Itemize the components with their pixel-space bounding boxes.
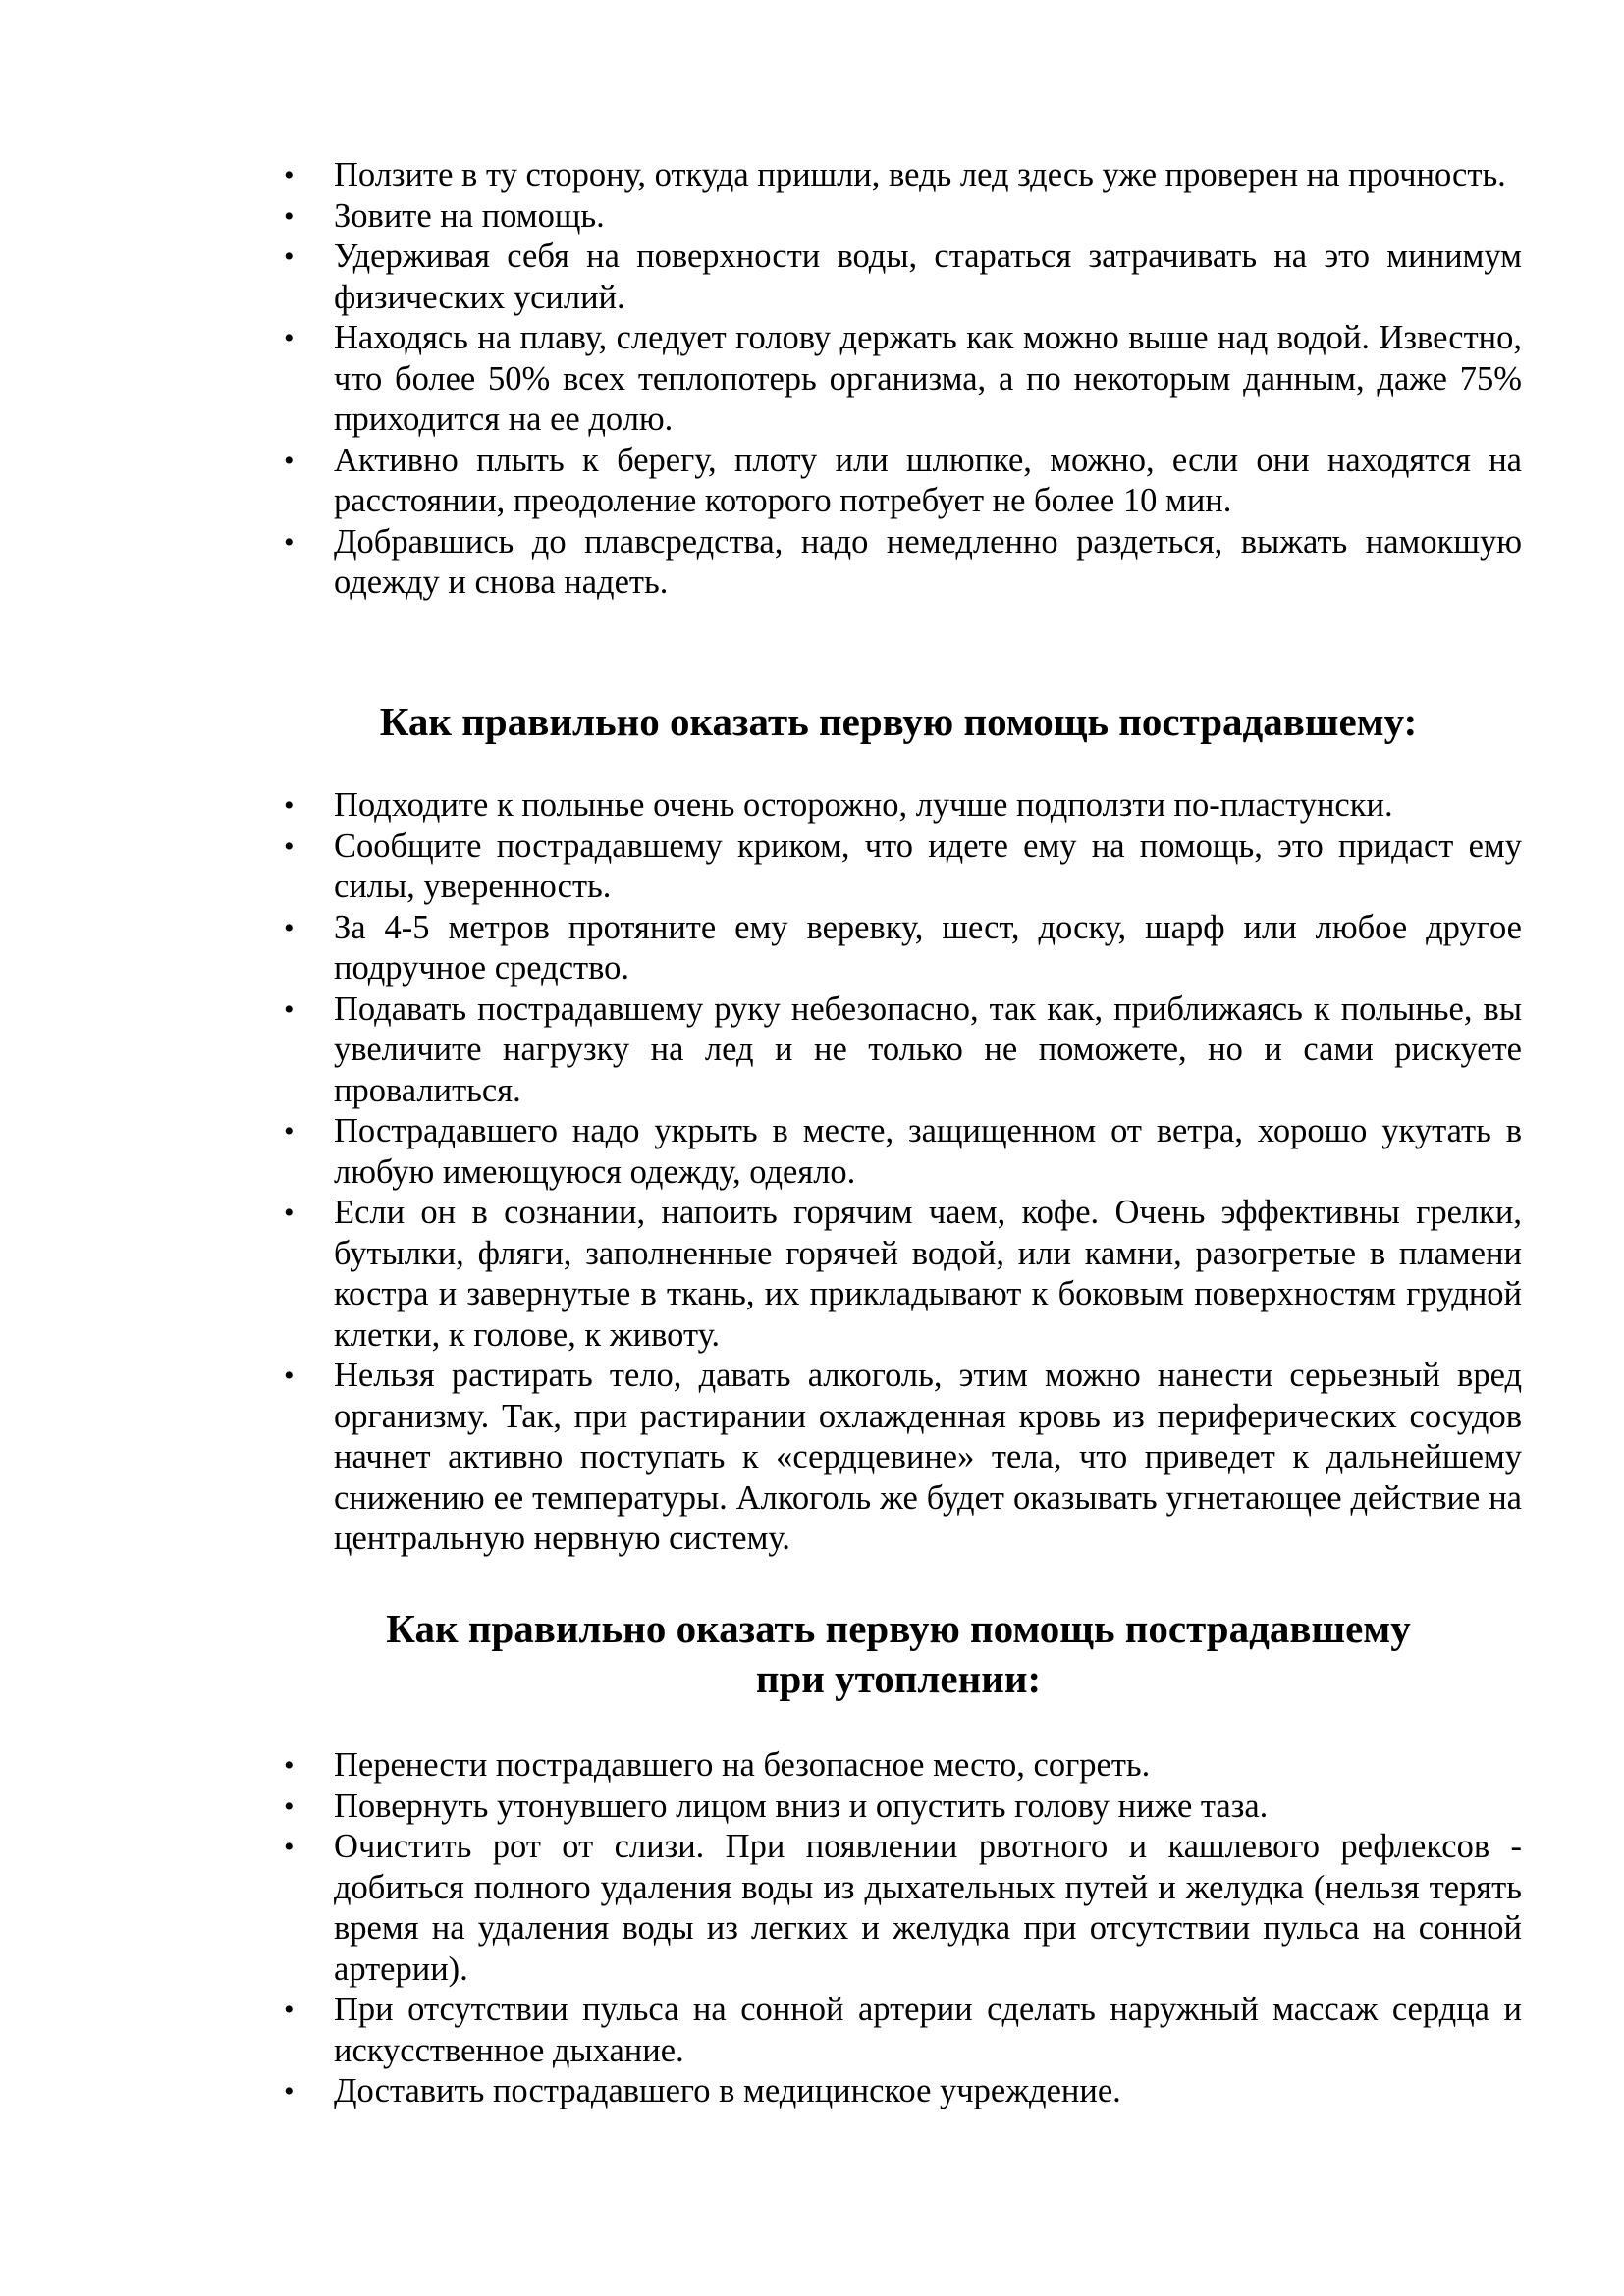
bullet-icon: • [284,159,295,191]
list-section-first-aid [275,785,1522,1560]
bullet-icon: • [284,2075,295,2108]
bullet-list [275,155,1522,604]
bullet-icon: • [284,1994,295,2026]
bullet-icon: • [284,789,295,822]
bullet-list [275,1745,1522,2112]
list-section-drowning [275,1745,1522,2112]
list-item-text: Ползите в ту сторону, откуда пришли, ведь лед здесь уже проверен на прочность. [334,156,1506,193]
bullet-icon: • [284,444,295,477]
bullet-icon: • [284,1115,295,1148]
list-item [275,1827,1522,1990]
list-item-text: Повернуть утонувшего лицом вниз и опустить голову ниже таза. [334,1787,1269,1825]
list-section-ice-escape [275,155,1522,604]
heading-line: Как правильно оказать первую помощь пострадавшему [386,1606,1411,1651]
list-item [275,522,1522,604]
section-heading-first-aid: Как правильно оказать первую помощь пострадавшему: [379,699,1418,744]
bullet-icon: • [284,322,295,354]
list-item [275,441,1522,522]
list-item [275,785,1522,827]
list-item-text: Находясь на плаву, следует голову держать как можно выше над водой. Известно, что более 50% всех теплопотерь организма, а по некоторым данным, даже 75% приходится на ее долю. [334,319,1522,438]
list-item [275,989,1522,1112]
list-item [275,1356,1522,1560]
list-item-text: Подавать пострадавшему руку небезопасно, так как, приближаясь к полынье, вы увеличите нагрузку на лед и не только не поможете, но и сами рискуете провалиться. [334,989,1522,1109]
list-item [275,155,1522,196]
bullet-icon: • [284,911,295,944]
list-item [275,1787,1522,1828]
bullet-icon: • [284,1197,295,1229]
list-item-text: Сообщите пострадавшему криком, что идете ему на помощь, это придаст ему силы, уверенность. [334,827,1522,905]
list-item [275,1990,1522,2071]
section-heading-drowning [275,1604,1522,1704]
list-item [275,237,1522,318]
bullet-icon: • [284,829,295,863]
list-item [275,1111,1522,1193]
heading-line: при утоплении: [755,1656,1042,1701]
list-item-text: Подходите к полынье очень осторожно, лучше подползти по-пластунски. [334,786,1393,824]
list-item-text: За 4-5 метров протяните ему веревку, шест, доску, шарф или любое другое подручное средство. [334,908,1522,987]
bullet-icon: • [284,992,295,1026]
bullet-icon: • [284,1360,295,1392]
list-item [275,2071,1522,2112]
list-item-text: Доставить пострадавшего в медицинское учреждение. [334,2072,1121,2109]
list-item [275,1193,1522,1356]
bullet-list [275,785,1522,1560]
list-item [275,196,1522,238]
list-item-text: Перенести пострадавшего на безопасное место, согреть. [334,1746,1151,1784]
list-item-text: Нельзя растирать тело, давать алкоголь, этим можно нанести серьезный вред организму. Так, при растирании охлажденная кровь из периферических сосудов начнет активно поступать к «сердцевине» тела, что приведет к дальнейшему снижению ее температуры. Алкоголь же будет оказывать угнетающее действие на центральную нервную систему. [334,1357,1522,1557]
list-item [275,908,1522,989]
list-item-text: Добравшись до плавсредства, надо немедленно раздеться, выжать намокшую одежду и снова надеть. [334,522,1522,601]
bullet-icon: • [284,199,295,233]
bullet-icon: • [284,1789,295,1823]
bullet-icon: • [284,240,295,273]
list-item-text: При отсутствии пульса на сонной артерии сделать наружный массаж сердца и искусственное дыхание. [334,1991,1522,2069]
list-item-text: Активно плыть к берегу, плоту или шлюпке, можно, если они находятся на расстоянии, преодоление которого потребует не более 10 мин. [334,441,1522,519]
list-item [275,1745,1522,1787]
bullet-icon: • [284,525,295,559]
list-item-text: Очистить рот от слизи. При появлении рвотного и кашлевого рефлексов - добиться полного удаления воды из дыхательных путей и желудка (нельзя терять время на удаления воды из легких и желудка при отсутствии пульса на сонной артерии). [334,1828,1522,1988]
bullet-icon: • [284,1831,295,1863]
list-item [275,827,1522,908]
list-item-text: Пострадавшего надо укрыть в месте, защищенном от ветра, хорошо укутать в любую имеющуюся одежду, одеяло. [334,1112,1522,1191]
list-item-text: Зовите на помощь. [334,196,605,235]
list-item-text: Если он в сознании, напоить горячим чаем, кофе. Очень эффективны грелки, бутылки, фляги, заполненные горячей водой, или камни, разогретые в пламени костра и завернутые в ткань, их прикладывают к боковым поверхностям грудной клетки, к голове, к животу. [334,1194,1522,1354]
list-item [275,318,1522,441]
bullet-icon: • [284,1749,295,1782]
list-item-text: Удерживая себя на поверхности воды, стараться затрачивать на это минимум физических усилий. [334,238,1522,316]
